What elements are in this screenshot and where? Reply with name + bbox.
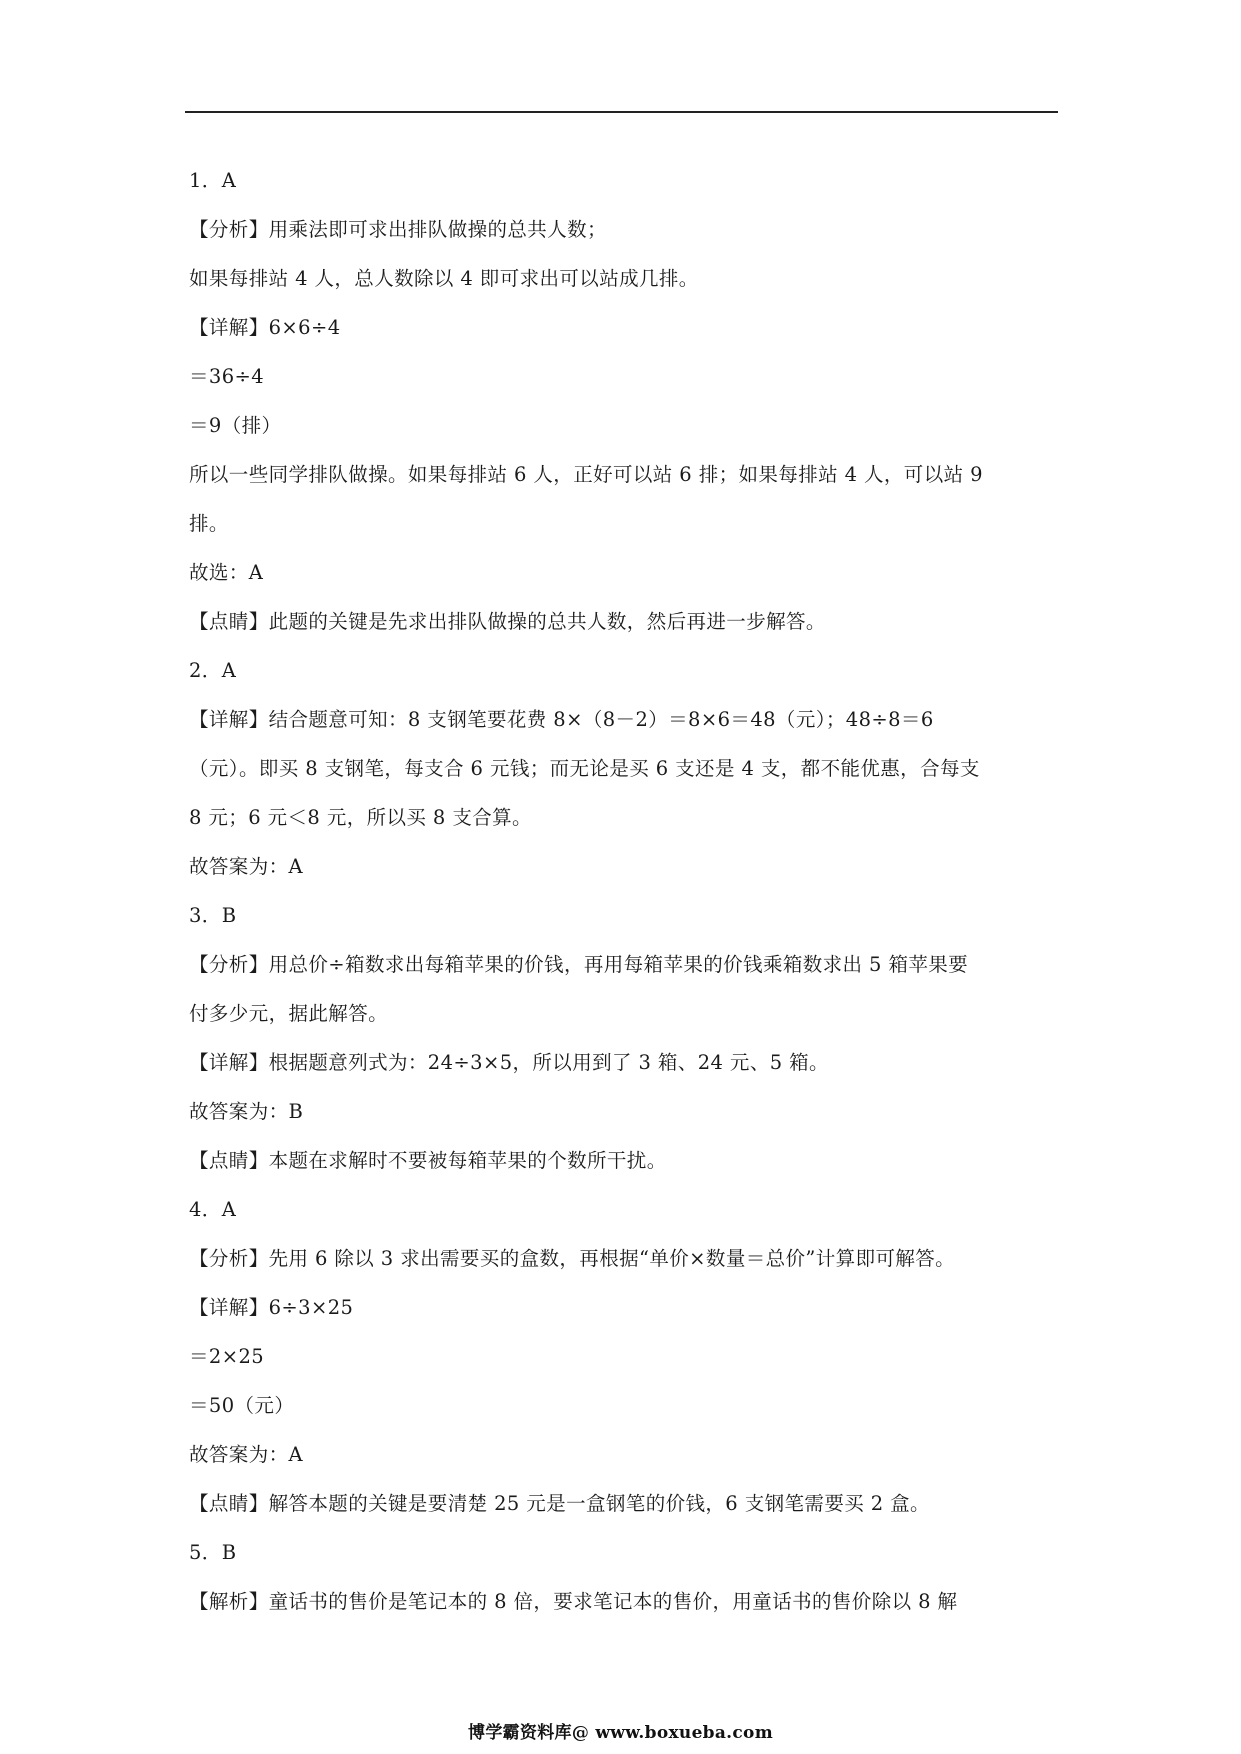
q3-detail: 【详解】根据题意列式为：24÷3×5，所以用到了 3 箱、24 元、5 箱。 [189,1051,829,1074]
q4-step-1: ＝2×25 [189,1345,265,1368]
q3-answer: 3．B [189,904,237,927]
footer-watermark: 博学霸资料库@ www.boxueba.com [468,1723,773,1743]
q4-choice: 故答案为：A [189,1443,303,1466]
q1-analysis: 【分析】用乘法即可求出排队做操的总共人数； [189,218,607,241]
q2-choice: 故答案为：A [189,855,303,878]
q3-comment: 【点睛】本题在求解时不要被每箱苹果的个数所干扰。 [189,1149,667,1172]
q1-comment: 【点睛】此题的关键是先求出排队做操的总共人数，然后再进一步解答。 [189,610,826,633]
q1-conclusion: 所以一些同学排队做操。如果每排站 6 人，正好可以站 6 排；如果每排站 4 人，可以站 9 [189,463,983,486]
q5-answer: 5．B [189,1541,237,1564]
q4-step-2: ＝50（元） [189,1394,295,1417]
q1-detail: 【详解】6×6÷4 [189,316,341,339]
q2-answer: 2．A [189,659,237,682]
q2-detail-cont: （元）。即买 8 支钢笔，每支合 6 元钱；而无论是买 6 支还是 4 支，都不能优惠，合每支 [189,757,980,780]
q1-step-1: ＝36÷4 [189,365,265,388]
header-rule [185,111,1058,113]
q2-detail-cont-2: 8 元；6 元＜8 元，所以买 8 支合算。 [189,806,532,829]
q4-analysis: 【分析】先用 6 除以 3 求出需要买的盒数，再根据“单价×数量＝总价”计算即可解答。 [189,1247,956,1270]
q3-analysis-cont: 付多少元，据此解答。 [189,1002,389,1025]
q1-choice: 故选：A [189,561,264,584]
q1-analysis-cont: 如果每排站 4 人，总人数除以 4 即可求出可以站成几排。 [189,267,699,290]
q4-answer: 4．A [189,1198,237,1221]
q5-analysis: 【解析】童话书的售价是笔记本的 8 倍，要求笔记本的售价，用童话书的售价除以 8 解 [189,1590,958,1613]
q1-conclusion-cont: 排。 [189,512,229,535]
q2-detail: 【详解】结合题意可知：8 支钢笔要花费 8×（8－2）＝8×6＝48（元）；48÷8＝6 [189,708,934,731]
q4-detail: 【详解】6÷3×25 [189,1296,354,1319]
q3-choice: 故答案为：B [189,1100,304,1123]
q1-step-2: ＝9（排） [189,414,282,437]
q3-analysis: 【分析】用总价÷箱数求出每箱苹果的价钱，再用每箱苹果的价钱乘箱数求出 5 箱苹果要 [189,953,969,976]
q1-answer: 1．A [189,169,237,192]
q4-comment: 【点睛】解答本题的关键是要清楚 25 元是一盒钢笔的价钱，6 支钢笔需要买 2 盒。 [189,1492,930,1515]
answer-content [189,156,1049,1626]
